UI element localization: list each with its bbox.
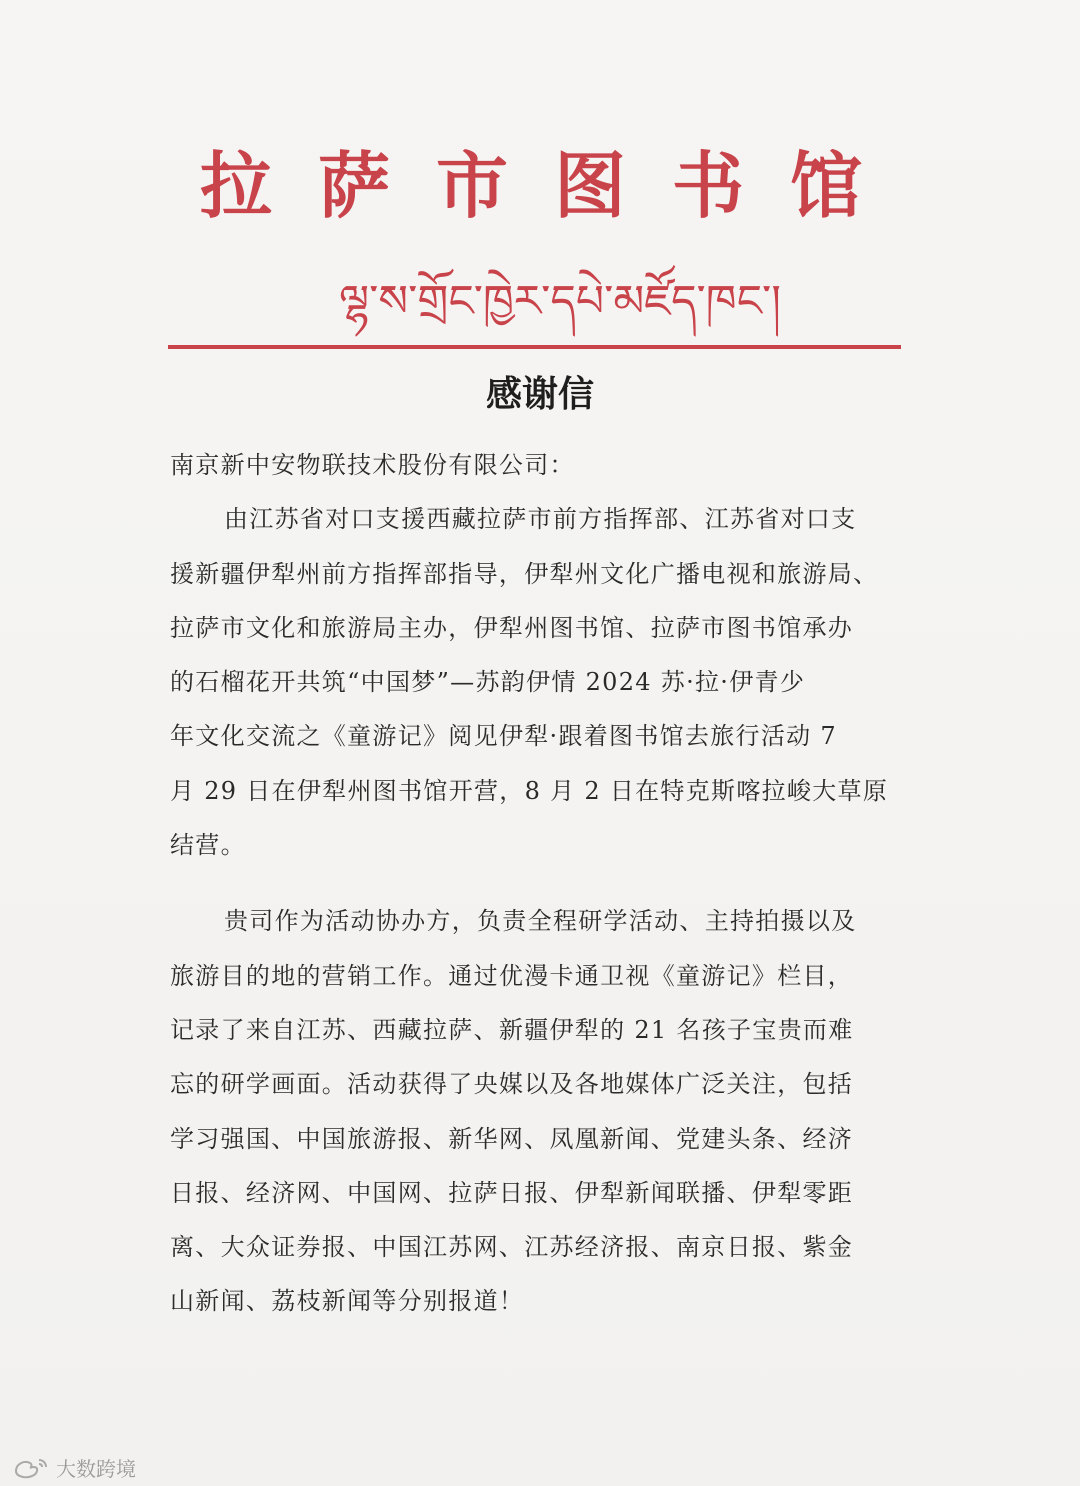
body-line: 学习强国、中国旅游报、新华网、凤凰新闻、党建头条、经济 <box>170 1124 854 1153</box>
body-line: 由江苏省对口支援西藏拉萨市前方指挥部、江苏省对口支 <box>224 505 857 534</box>
watermark <box>12 1453 136 1482</box>
watermark-text: 大数跨境 <box>56 1457 136 1481</box>
body-line: 忘的研学画面。活动获得了央媒以及各地媒体广泛关注，包括 <box>170 1070 854 1099</box>
letter-title: 感谢信 <box>485 374 594 415</box>
body-line: 日报、经济网、中国网、拉萨日报、伊犁新闻联播、伊犁零距 <box>170 1178 854 1207</box>
salutation: 南京新中安物联技术股份有限公司： <box>170 451 575 479</box>
body-line: 旅游目的地的营销工作。通过优漫卡通卫视《童游记》栏目， <box>170 961 854 990</box>
paragraph-1 <box>170 492 905 872</box>
letterhead-tibetan-name: ལྷ་ས་གྲོང་ཁྱེར་དཔེ་མཛོད་ཁང་། <box>339 276 781 327</box>
body-line: 离、大众证券报、中国江苏网、江苏经济报、南京日报、紫金 <box>170 1233 854 1262</box>
body-line: 山新闻、荔枝新闻等分别报道！ <box>170 1287 525 1316</box>
body-line: 记录了来自江苏、西藏拉萨、新疆伊犁的 21 名孩子宝贵而难 <box>170 1015 854 1044</box>
body-line: 贵司作为活动协办方，负责全程研学活动、主持拍摄以及 <box>224 907 857 936</box>
paragraph-2 <box>170 894 905 1328</box>
body-line: 月 29 日在伊犁州图书馆开营，8 月 2 日在特克斯喀拉峻大草原 <box>170 776 889 805</box>
letterhead-divider <box>168 345 901 349</box>
body-line: 年文化交流之《童游记》阅见伊犁·跟着图书馆去旅行活动 7 <box>170 722 837 751</box>
body-line: 结营。 <box>170 831 246 860</box>
weibo-logo-icon <box>12 1457 50 1479</box>
body-line: 拉萨市文化和旅游局主办，伊犁州图书馆、拉萨市图书馆承办 <box>170 613 854 642</box>
letterhead-chinese-name: 拉萨市图书馆 <box>200 143 909 228</box>
letter-body <box>170 438 905 1329</box>
body-line: 的石榴花开共筑“中国梦”—苏韵伊情 2024 苏·拉·伊青少 <box>170 668 806 697</box>
body-line: 援新疆伊犁州前方指挥部指导，伊犁州文化广播电视和旅游局、 <box>170 559 879 588</box>
